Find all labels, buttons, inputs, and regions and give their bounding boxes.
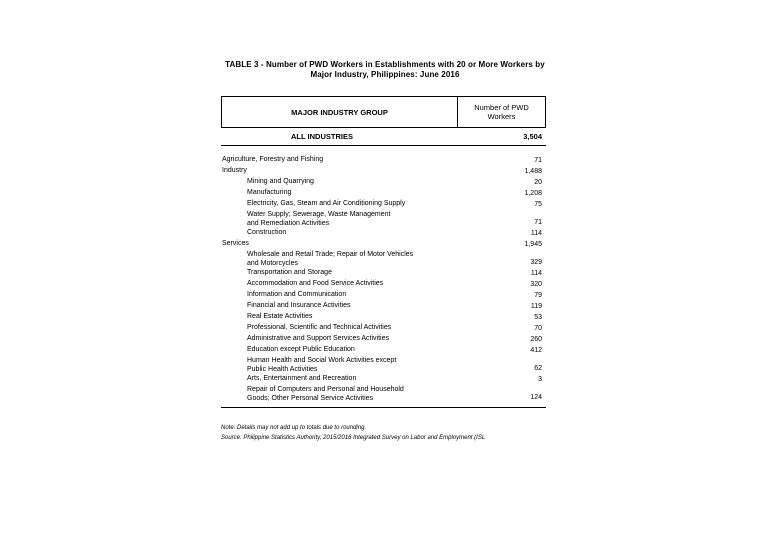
row-label: Accommodation and Food Service Activities (247, 280, 384, 287)
row-label: Education except Public Education (247, 346, 355, 353)
row-label: Wholesale and Retail Trade; Repair of Motor Vehicles and Motorcycles (247, 251, 414, 267)
table-row (221, 166, 546, 177)
table-row (221, 301, 546, 312)
row-label: Real Estate Activities (247, 313, 313, 320)
row-value: 20 (534, 179, 542, 186)
table-row (221, 188, 546, 199)
table-row (221, 177, 546, 188)
table-row (221, 323, 546, 334)
row-label: Information and Communication (247, 291, 347, 298)
row-label: Construction (247, 229, 287, 236)
note-text: Note: Details may not add up to totals due to rounding. (221, 425, 367, 431)
table-row (221, 155, 546, 166)
column-header-count: Number of PWD Workers (474, 103, 529, 121)
row-value: 1,488 (524, 168, 542, 175)
table-row (221, 279, 546, 290)
row-label: Human Health and Social Work Activities except Public Health Activities (247, 357, 397, 373)
table-header (221, 96, 546, 128)
table-row (221, 250, 546, 268)
row-value: 1,945 (524, 241, 542, 248)
source-text: Source: Philippine Statistics Authority, 2015/2016 Integrated Survey on Labor and Employment (ISL (221, 435, 486, 441)
table-title: TABLE 3 - Number of PWD Workers in Establishments with 20 or More Workers by Major Industry, Philippines: June 2016 (225, 60, 545, 79)
row-value: 260 (530, 336, 542, 343)
row-value: 71 (534, 157, 542, 164)
table-row (221, 374, 546, 385)
industry-table (221, 96, 546, 408)
table-row (221, 290, 546, 301)
row-value: 75 (534, 201, 542, 208)
row-label: Agriculture, Forestry and Fishing (222, 156, 324, 163)
row-label: Financial and Insurance Activities (247, 302, 351, 309)
row-value: 70 (534, 325, 542, 332)
row-label: Arts, Entertainment and Recreation (247, 375, 357, 382)
table-row (221, 199, 546, 210)
row-value: 124 (530, 394, 542, 401)
row-value: 114 (530, 270, 542, 277)
row-value: 71 (534, 219, 542, 226)
all-industries-label: ALL INDUSTRIES (291, 132, 353, 141)
all-industries-row (221, 128, 546, 146)
table-row (221, 210, 546, 228)
row-label: Services (222, 240, 249, 247)
table-row (221, 356, 546, 374)
row-value: 114 (530, 230, 542, 237)
table-row (221, 268, 546, 279)
row-label: Industry (222, 167, 247, 174)
row-value: 320 (530, 281, 542, 288)
row-value: 412 (530, 347, 542, 354)
table-row (221, 334, 546, 345)
row-label: Professional, Scientific and Technical Activities (247, 324, 392, 331)
all-industries-value: 3,504 (523, 132, 542, 141)
row-label: Transportation and Storage (247, 269, 332, 276)
row-value: 79 (534, 292, 542, 299)
row-label: Administrative and Support Services Activities (247, 335, 390, 342)
row-value: 1,208 (524, 190, 542, 197)
row-label: Repair of Computers and Personal and Household Goods; Other Personal Service Activities (247, 386, 404, 402)
row-label: Electricity, Gas, Steam and Air Conditioning Supply (247, 200, 406, 207)
table-row (221, 345, 546, 356)
table-row (221, 385, 546, 403)
table-row (221, 312, 546, 323)
row-value: 329 (530, 259, 542, 266)
table-row (221, 239, 546, 250)
row-value: 62 (534, 365, 542, 372)
industry-rows (221, 155, 546, 408)
row-label: Manufacturing (247, 189, 292, 196)
row-label: Water Supply; Sewerage, Waste Management and Remediation Activities (247, 211, 391, 227)
table-row (221, 228, 546, 239)
row-value: 119 (530, 303, 542, 310)
row-value: 3 (538, 376, 542, 383)
column-header-industry: MAJOR INDUSTRY GROUP (222, 97, 458, 127)
row-label: Mining and Quarrying (247, 178, 314, 185)
row-value: 53 (534, 314, 542, 321)
